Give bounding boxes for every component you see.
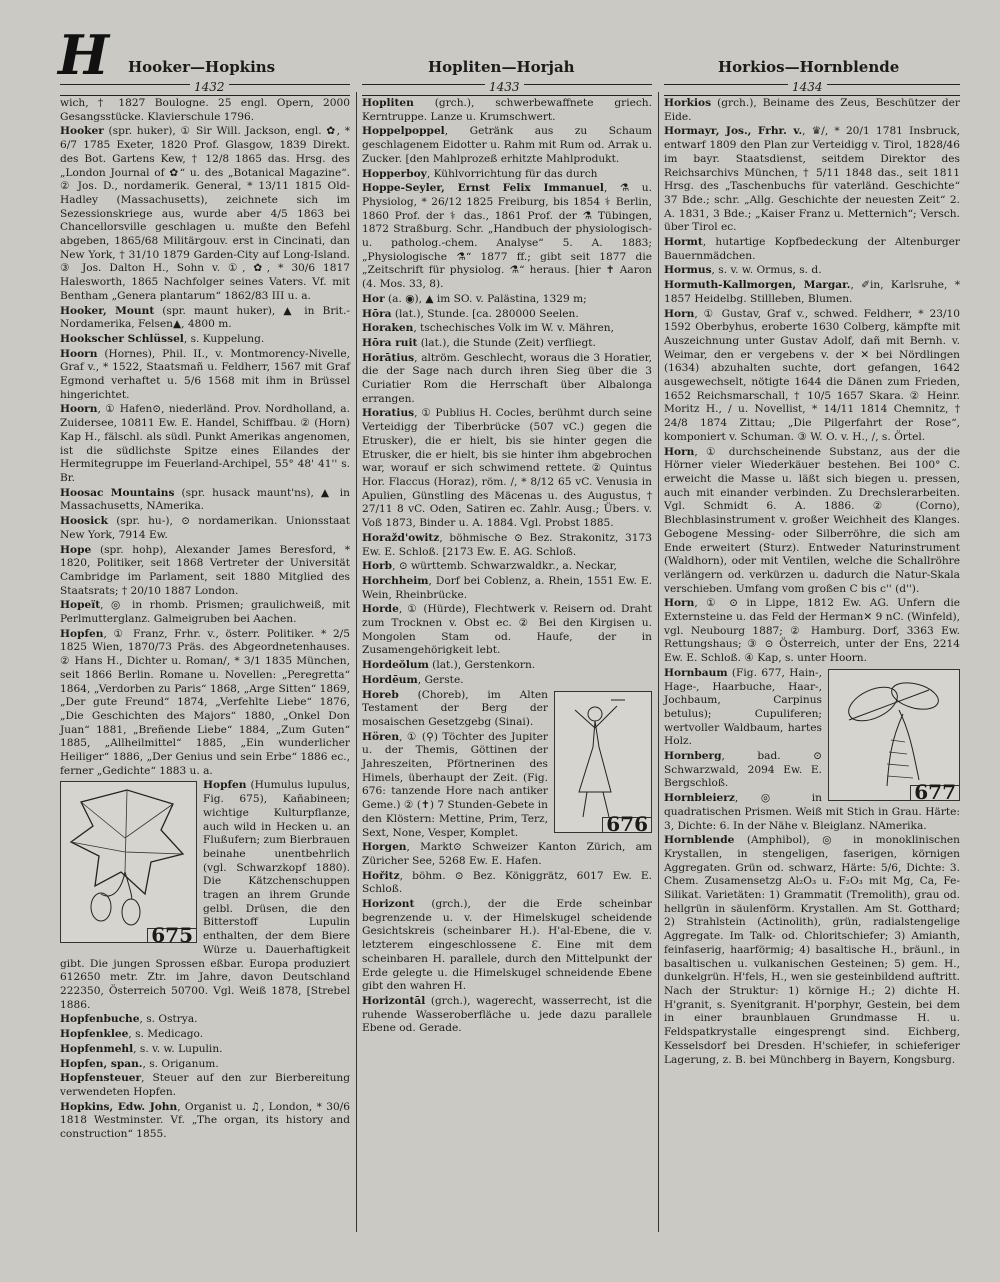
entry-keyword: Horizont [362, 898, 415, 911]
entry [60, 348, 350, 403]
entry [664, 279, 960, 306]
entry [664, 308, 960, 445]
entry [60, 1072, 350, 1099]
entry-keyword: Hopeït [60, 599, 101, 612]
entry-text: , ① durchscheinende Substanz, aus der die Hörner vieler Wiederkäuer bestehen. Bei 100° C. erweicht die Masse u. läßt sich biegen u. pressen, auch mit einander verbinden. Zu Drechslerarbeiten. Vgl. Schmidt 6. A. 1886. ② (Corno), Blechblasinstrument v. großer Weichheit des Klanges. Gebogene Messing- oder Silberröhre, die sich am Ende erweitert (Sturz). Entweder Naturinstrument (Waldhorn), oder mit Ventilen, welche die Schallröhre verlängern od. verkürzen u. dadurch die Natur-Skala verschieben. Umfang vom großen C bis c'' (d''). [664, 445, 960, 595]
entry [664, 236, 960, 263]
entry-text: (grch.), der die Erde scheinbar begrenzende u. v. der Himelskugel scheidende Gesichtskreis (scheinbarer H.). H'al-Ebene, die v. letzterem eingeschlossene Ɛ. Eine mit dem scheinbaren H. parallele, durch den Mittelpunkt der Erde gelegte u. die Himelskugel schneidende Ebene gibt den wahren H. [362, 898, 652, 993]
entry-keyword: Hopfenmehl [60, 1042, 134, 1055]
entry-text: (grch.), Beiname des Zeus, Beschützer der Eide. [664, 97, 960, 123]
entry [362, 870, 652, 897]
entry-text: , ◎ in quadratischen Prismen. Weiß mit Stich in Grau. Härte: 3, Dichte: 6. In der Nähe v. Bleiglanz. NAmerika. [664, 792, 960, 832]
section-letter: H [58, 23, 110, 87]
entry-text: , s. Ostrya. [139, 1013, 198, 1026]
figure-675-hop-plant [60, 781, 197, 947]
entry [362, 575, 652, 602]
entry [362, 659, 652, 673]
figure-676-dancing-hora [554, 691, 652, 836]
entry-text: , ⊙ württemb. Schwarzwaldkr., a. Neckar, [392, 560, 617, 573]
running-head-right: Horkios—Hornblende [718, 58, 900, 76]
column-divider [658, 92, 659, 1232]
entry-keyword: Hořitz [362, 869, 400, 882]
entry [362, 674, 652, 688]
entry-keyword: Hopfen, span. [60, 1057, 143, 1070]
entry-keyword: Hōra [362, 307, 392, 320]
entry-text: wich, † 1827 Boulogne. 25 engl. Opern, 2000 Gesangsstücke. Klavierschule 1796. [60, 97, 350, 123]
entry-keyword: Hoppe-Seyler, Ernst Felix Immanuel [362, 182, 604, 195]
entry-keyword: Horaken [362, 322, 414, 335]
entry-text: (spr. hohp), Alexander James Beresford, * 1820, Politiker, seit 1868 Vertreter der Universität Cambridge im Parlament, seit 1880 Mitglied des Staatsrats; † 20/10 1887 London. [60, 543, 350, 597]
entry-keyword: Hormayr, Jos., Frhr. v. [664, 125, 803, 138]
entry [60, 333, 350, 347]
entry-text: , Kühlvorrichtung für das durch [426, 167, 598, 180]
entry-text: (Hornes), Phil. II., v. Montmorency-Nivelle, Graf v., * 1522, Staatsmañ u. Feldherr, 1567 mit Graf Egmond verhaftet u. 5/6 1568 mit ihm in Brüssel hingerichtet. [60, 347, 350, 401]
entry-text: (a. ◉), ▲ im SO. v. Palästina, 1329 m; [384, 292, 587, 305]
entry-keyword: Hornbleierz [664, 792, 735, 805]
entry [60, 628, 350, 779]
figure-number: 676 [602, 817, 651, 832]
entry-text: , s. v. w. Lupulin. [133, 1042, 223, 1055]
entry-keyword: Horeb [362, 688, 399, 701]
entry [362, 532, 652, 559]
entry-keyword: Hopfensteuer [60, 1072, 142, 1085]
entry-keyword: Hoosac Mountains [60, 486, 175, 499]
column-2 [362, 97, 652, 1037]
entry [60, 1043, 350, 1057]
entry [362, 322, 652, 336]
entry-keyword: Hoosick [60, 515, 108, 528]
entry-keyword: Hōra ruit [362, 336, 418, 349]
entry-text: (grch.), wagerecht, wasserrecht, ist die ruhende Wasseroberfläche u. jede dazu parallele Ebene od. Gerade. [362, 995, 652, 1035]
entry-text: , böhm. ⊙ Bez. Königgrätz, 6017 Ew. E. Schloß. [362, 869, 652, 896]
entry [60, 403, 350, 485]
entry-keyword: Hope [60, 543, 92, 556]
entry [664, 125, 960, 235]
entry-text: (spr. husack maunt'ns), ▲ in Massachusetts, NAmerika. [60, 486, 350, 513]
entry [60, 487, 350, 514]
figure-677-hornbeam [828, 669, 960, 805]
entry-text: , altröm. Geschlecht, woraus die 3 Horatier, die der Sage nach durch ihren Sieg über die 3 Curiatier Rom die Herrschaft über Albalonga errangen. [362, 351, 652, 405]
entry-keyword: Hookscher Schlüssel [60, 332, 184, 345]
entry [60, 1028, 350, 1042]
page-number-right: 1434 [788, 80, 827, 94]
entry-text: (Amphibol), ◎ in monoklinischen Krystallen, in stengeligen, faserigen, körnigen Aggregaten. Grün od. schwarz, Härte: 5/6, Dichte: 3. Chem. Zusamensetzg Al₂O₃ u. F₂O₃ mit Mg, Ca, Fe-Silikat. Varietäten: 1) Grammatit (Tremolith), grau od. hellgrün in säulenförm. Krystallen. Am St. Gotthard; 2) Strahlstein (Actinolith), grün, radialstengelige Aggregate. Im Talk- od. Chloritschiefer; 3) Amianth, feinfaserig, haarförmig; 4) basaltische H., bräunl., in basaltischen u. vulkanischen Gesteinen; 5) gem. H., dunkelgrün. H'fels, H., wen sie gesteinbildend auftritt. Nach der Struktur: 1) körnige H.; 2) dichte H. H'granit, s. Syenitgranit. H'porphyr, Gestein, bei dem in einer braunblauen Grundmasse H. u. Feldspatkrystalle eingesprengt sind. Eichberg, Kesselsdorf bei Dresden. H'schiefer, in schieferiger Lagerung, z. B. bei Münchberg in Bayern, Kongsburg. [664, 834, 960, 1066]
entry-keyword: Hooker [60, 125, 104, 138]
entry [60, 515, 350, 542]
entry-text: , ① ⊙ in Lippe, 1812 Ew. AG. Unfern die Externsteine u. das Feld der Herman✕ 9 nC. (Winfeld), vgl. Neubourg 1887; ② Hamburg. Dorf, 3363 Ew. Rettungshaus; ③ ⊙ Österreich, unter der Ens, 2214 Ew. E. Schloß. ④ Kap, s. unter Hoorn. [664, 597, 960, 665]
entry-keyword: Hornblende [664, 834, 735, 847]
entry-text: (Fig. 677, Hain-, Hage-, Haarbuche, Haar-, Jochbaum, Carpinus betulus); Cupuliferen; wertvoller Waldbaum, hartes Holz. [664, 666, 822, 748]
entry-keyword: Horažd'owitz [362, 531, 440, 544]
entry-keyword: Hopliten [362, 97, 414, 109]
entry-keyword: Hornberg [664, 750, 722, 763]
entry-text: , böhmische ⊙ Bez. Strakonitz, 3173 Ew. E. Schloß. [2173 Ew. E. AG. Schloß. [362, 531, 652, 558]
entry-keyword: Hopkins, Edw. John [60, 1100, 178, 1113]
entry [362, 337, 652, 351]
entry-text: , ① Gustav, Graf v., schwed. Feldherr, * 23/10 1592 Oberbyhus, eroberte 1630 Colberg, kämpfte mit Auszeichnung unter Gustav Adolf, dañ mit Bernh. v. Weimar, den er vergebens v. der ✕ bei Nördlingen (1634) abzuhalten suchte, dort gefangen, 1642 ausgewechselt, nötigte 1644 die Dänen zum Frieden, 1652 Reichsmarschall, † 10/5 1657 Skara. ② Heinr. Moritz H., / u. Novellist, * 14/11 1814 Chemnitz, † 24/8 1874 Zittau; „Die Pilgerfahrt der Rose“, komponiert v. Schuman. ③ W. O. v. H., /, s. Örtel. [664, 307, 960, 443]
page-number-center: 1433 [485, 80, 524, 94]
figure-number: 675 [147, 928, 196, 943]
hop-leaf-illustration [61, 782, 194, 940]
entry [60, 779, 350, 1012]
entry-text: , ① (Hürde), Flechtwerk v. Reisern od. Draht zum Trocknen v. Obst ec. ② Bei den Kirgisen u. Mongolen Stam od. Haufe, der in Zusamengehörigkeit lebt. [362, 603, 652, 657]
page-number-left: 1432 [190, 80, 229, 94]
entry [60, 1101, 350, 1142]
entry [362, 168, 652, 182]
entry [664, 834, 960, 1067]
entry [362, 560, 652, 574]
entry-text: , s. Medicago. [128, 1028, 204, 1041]
entry [362, 995, 652, 1036]
column-divider [356, 92, 357, 1232]
entry-text: , ① Hafen⊙, niederländ. Prov. Nordholland, a. Zuidersee, 10811 Ew. E. Handel, Schiffbau. ② (Horn) Kap H., fälschl. als südl. Punkt Amerikas angenomen, ist die südlichste Spitze eines Eilandes der Hermitegruppe im Feuerland-Archipel, 55° 48' 41'' s. Br. [60, 403, 350, 484]
entry-text: , tschechisches Volk im W. v. Mähren, [413, 322, 614, 335]
running-head-left: Hooker—Hopkins [128, 58, 276, 76]
entry-text: , Steuer auf den zur Bierbereitung verwendeten Hopfen. [60, 1072, 350, 1098]
entry-text: , s. v. w. Ormus, s. d. [711, 264, 822, 277]
entry [362, 603, 652, 658]
entry [60, 544, 350, 599]
entry-text: (grch.), schwerbewaffnete griech. Kerntruppe. Lanze u. Krumschwert. [362, 97, 652, 123]
entry [60, 125, 350, 303]
entry-keyword: Horgen [362, 841, 407, 854]
entry-keyword: Hoorn [60, 347, 98, 360]
entry-keyword: Horn [664, 597, 695, 610]
figure-number: 677 [910, 785, 959, 800]
entry-text: , ① (⚲) Töchter des Jupiter u. der Themis, Göttinen der Jahreszeiten, Pförtnerinen des Himels, überhaupt der Zeit. (Fig. 676: tanzende Hore nach antiker Geme.) ② (✝) 7 Stunden-Gebete in den Klöstern: Mettine, Prim, Terz, Sext, None, Vesper, Komplet. [362, 730, 548, 839]
entry-text: , ✐in, Karlsruhe, * 1857 Heidelbg. Stillleben, Blumen. [664, 279, 960, 305]
entry-keyword: Horizontāl [362, 995, 426, 1007]
dancing-figure-illustration [555, 692, 649, 830]
entry-text: (spr. hu-), ⊙ nordamerikan. Unionsstaat New York, 7914 Ew. [60, 515, 350, 541]
entry-keyword: Horn [664, 307, 695, 320]
entry [664, 597, 960, 666]
entry-keyword: Horn [664, 445, 695, 458]
entry [60, 97, 350, 124]
entry-keyword: Hordēum [362, 673, 418, 686]
entry-text: , Getränk aus zu Schaum geschlagenem Eidotter u. Rahm mit Rum od. Arrak u. Zucker. [den Mahlprozeß erhitzte Mahlprodukt. [362, 125, 652, 165]
column-1 [60, 97, 350, 1143]
entry-text: , ♛/, * 20/1 1781 Insbruck, entwarf 1809 den Plan zur Verteidigg v. Tirol, 1828/46 im bayr. Staatsdienst, seitdem Direktor des Reichsarchivs München, † 5/11 1848 das., seit 1811 Hrsg. des „Taschenbuchs für vaterländ. Geschichte“ 37 Bde.; schr. „Allg. Geschichte der neuesten Zeit“ 2. A. 1831, 3 Bde.; „Kaiser Franz u. Metternich“; Versch. über Tirol ec. [664, 125, 960, 234]
entry [664, 446, 960, 597]
entry [60, 599, 350, 626]
entry-text: , ① Publius H. Cocles, berühmt durch seine Verteidigg der Tiberbrücke (507 vC.) gegen die Etrusker), die er hielt, bis sie hinter gegen die Etrusker, die er hielt, bis sie hinter ihm abgebrochen war, worauf er sich schwimend rettete. ② Quintus Hor. Flaccus (Horaz), röm. /, * 8/12 65 vC. Venusia in Apulien, Günstling des Mäcenas u. des Augustus, † 27/11 8 vC. Oden, Satiren ec. Zahlr. Ausg.; Übers. v. Voß 1873, Binder u. A. 1884. Vgl. Probst 1885. [362, 407, 652, 530]
entry-keyword: Hor [362, 292, 385, 305]
entry-keyword: Hopfenklee [60, 1028, 129, 1041]
entry-keyword: Hopfenbuche [60, 1013, 140, 1026]
entry-text: (spr. huker), ① Sir Will. Jackson, engl. ✿, * 6/7 1785 Exeter, 1820 Prof. Glasgow, 1839 Direkt. des Bot. Gartens Kew, † 12/8 1865 das. Hrsg. des „London Journal of ✿“ u. des „Botanical Magazine“. ② Jos. D., nordamerik. General, * 13/11 1815 Old-Hadley (Massachusetts), zeichnete sich im Sezessionskriege aus, wurde aber 4/5 1863 bei Chancellorsville geschlagen u. mußte den Befehl abgeben, 1865/68 Militärgouv. erst in Cincinati, dan New York, † 31/10 1879 Garden-City auf Long-Island. ③ Jos. Dalton H., Sohn v. ①, ✿, * 30/6 1817 Halesworth, 1865 Nachfolger seines Vaters. Vf. mit Bentham „Genera plantarum“ 1862/83 III u. a. [60, 125, 350, 302]
entry [362, 407, 652, 530]
entry-keyword: Horb [362, 560, 393, 573]
entry-text: (spr. maunt huker), ▲ in Brit.-Nordamerika, Felsen▲, 4800 m. [60, 304, 350, 331]
entry-text: (Humulus lupulus, Fig. 675), Kañabineen; wichtige Kulturpflanze, auch wild in Hecken u. an Flußufern; zum Bierbrauen beinahe unentbehrlich (vgl. Schwarzkopf 1880). Die Kätzchenschuppen tragen an ihrem Grunde gelbl. Drüsen, die den Bitterstoff Lupulin enthalten, der dem Biere Würze u. Dauerhaftigkeit gibt. Die jungen Sprossen eßbar. Europa produziert 612650 metr. Ztr. im Jahre, davon Deutschland 222350, Österreich 50700. Vgl. Weiß 1878, [Strebel 1886. [60, 779, 350, 1011]
entry [362, 841, 652, 868]
entry-keyword: Horatius [362, 407, 415, 420]
entry [362, 898, 652, 994]
entry-keyword: Hoppelpoppel [362, 125, 445, 138]
entry-text: , ⚗ u. Physiolog, * 26/12 1825 Freiburg, bis 1854 ⚕ Berlin, 1860 Prof. der ⚕ das., 1861 Prof. der ⚗ Tübingen, 1872 Straßburg. Schr. „Handbuch der physiologisch- u. patholog.-chem. Analyse“ 5. A. 1883; „Physiologische ⚗“ 1877 ff.; gibt seit 1877 die „Zeitschrift für physiolog. ⚗“ heraus. [hier ✝ Aaron (4. Mos. 33, 8). [362, 182, 652, 291]
entry [362, 308, 652, 322]
entry-text: (lat.), Stunde. [ca. 280000 Seelen. [391, 307, 579, 320]
entry [664, 97, 960, 124]
entry [362, 182, 652, 292]
entry-text: , Dorf bei Coblenz, a. Rhein, 1551 Ew. E. Wein, Rheinbrücke. [362, 574, 652, 601]
entry-text: , bad. ⊙ Schwarzwald, 2094 Ew. E. Bergschloß. [664, 750, 822, 790]
entry-text: , ◎ in rhomb. Prismen; graulichweiß, mit Perlmutterglanz. Galmeigruben bei Aachen. [60, 599, 350, 626]
entry-text: (lat.), Gerstenkorn. [428, 659, 536, 672]
entry-keyword: Hören [362, 730, 400, 743]
entry [60, 305, 350, 332]
entry-keyword: Horchheim [362, 574, 429, 587]
running-head-center: Hopliten—Horjah [428, 58, 575, 76]
entry-text: , ① Franz, Frhr. v., österr. Politiker. * 2/5 1825 Wien, 1870/73 Präs. des Abgeordnetenhauses. ② Hans H., Dichter u. Roman/, * 3/1 1835 München, seit 1866 Berlin. Romane u. Novellen: „Peregretta“ 1864, „Verdorben zu Paris“ 1868, „Arge Sitten“ 1869, „Der gute Freund“ 1874, „Verfehlte Liebe“ 1876, „Die Geschichten des Majors“ 1880, „Onkel Don Juan“ 1881, „Breñende Liebe“ 1884, „Zum Guten“ 1885, „Allheilmittel“ 1885, „Ein wunderlicher Heiliger“ 1886, „Der Genius und sein Erbe“ 1886 ec., ferner „Gedichte“ 1883 u. a. [60, 627, 350, 777]
entry-keyword: Hornbaum [664, 666, 728, 679]
entry-keyword: Hormt [664, 236, 703, 249]
entry-keyword: Hopfen [203, 779, 247, 792]
entry-keyword: Horātius [362, 351, 415, 364]
entry [664, 264, 960, 278]
hornbeam-branch-illustration [829, 670, 957, 798]
entry-text: , Organist u. ♫, London, * 30/6 1818 Westminster. Vf. „The organ, its history and construction“ 1855. [60, 1100, 350, 1141]
entry-text: (Choreb), im Alten Testament der Berg der mosaischen Gesetzgebg (Sinai). [362, 688, 548, 728]
entry-keyword: Hordeŏlum [362, 659, 429, 672]
entry-text: , Gerste. [417, 673, 464, 686]
entry [362, 352, 652, 407]
entry-keyword: Horkios [664, 97, 712, 109]
entry-text: , s. Kuppelung. [183, 332, 265, 345]
entry-text: (lat.), die Stunde (Zeit) verfliegt. [417, 336, 596, 349]
entry [362, 125, 652, 166]
entry-keyword: Hooker, Mount [60, 304, 155, 317]
entry-keyword: Horde [362, 603, 399, 616]
entry-text: , Markt⊙ Schweizer Kanton Zürich, am Züricher See, 5268 Ew. E. Hafen. [362, 841, 652, 867]
entry-keyword: Hormus [664, 264, 712, 277]
entry-text: , hutartige Kopfbedeckung der Altenburger Bauernmädchen. [664, 236, 960, 262]
column-3 [664, 97, 960, 1068]
entry-text: , s. Origanum. [142, 1057, 219, 1070]
entry-keyword: Hormuth-Kallmorgen, Margar. [664, 279, 851, 292]
entry [60, 1013, 350, 1027]
entry [362, 97, 652, 124]
entry [60, 1058, 350, 1072]
entry [362, 293, 652, 307]
entry-keyword: Hopfen [60, 627, 104, 640]
entry-keyword: Hoorn [60, 403, 98, 416]
entry-keyword: Hopperboy [362, 167, 427, 180]
